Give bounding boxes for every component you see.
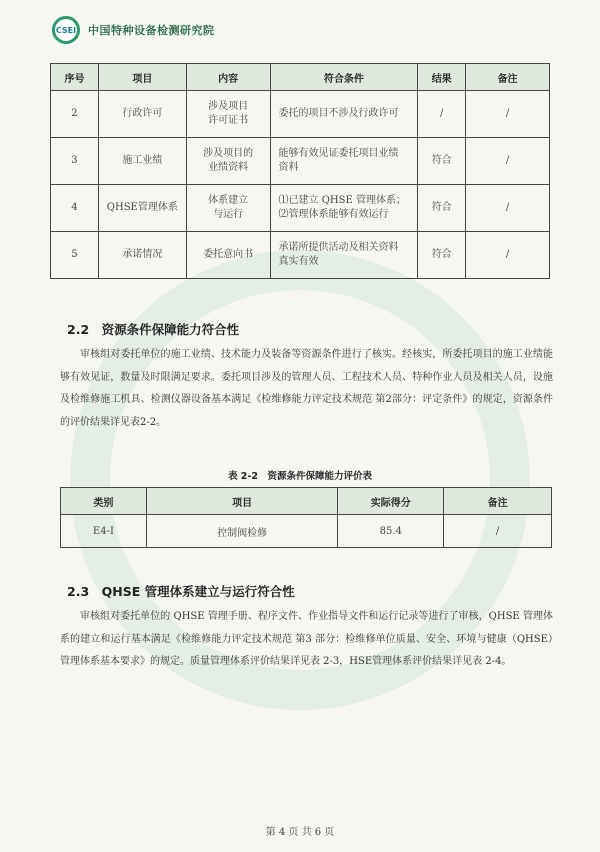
col-header: 符合条件 [270, 64, 418, 91]
table-row [51, 232, 550, 279]
col-header: 实际得分 [338, 488, 444, 515]
cell-no: 2 [51, 91, 99, 138]
col-header: 备注 [466, 64, 550, 91]
cell-condition: 委托的项目不涉及行政许可 [270, 91, 418, 138]
cell-condition: 能够有效见证委托项目业绩 资料 [270, 138, 418, 185]
cell-no: 4 [51, 185, 99, 232]
table-2-2-caption: 表 2-2 资源条件保障能力评价表 [228, 471, 372, 482]
resource-evaluation-table [60, 487, 552, 548]
col-header: 序号 [51, 64, 99, 91]
cell-item: QHSE管理体系 [98, 185, 186, 232]
csei-logo-icon [52, 16, 80, 44]
cell-content: 体系建立 与运行 [186, 185, 270, 232]
cell-item: 施工业绩 [98, 138, 186, 185]
col-header: 备注 [444, 488, 552, 515]
cell-content: 委托意向书 [186, 232, 270, 279]
cell-note: / [466, 138, 550, 185]
cell-result: 符合 [418, 185, 466, 232]
cell-score: 85.4 [338, 515, 444, 548]
cell-item: 控制阀检修 [146, 515, 338, 548]
col-header: 类别 [61, 488, 147, 515]
cell-result: 符合 [418, 232, 466, 279]
table-row [51, 138, 550, 185]
org-name: 中国特种设备检测研究院 [88, 24, 215, 37]
col-header: 项目 [146, 488, 338, 515]
table-header-row [61, 488, 552, 515]
section-2-3-paragraph: 审核组对委托单位的 QHSE 管理手册、程序文件、作业指导文件和运行记录等进行了审核，QHSE 管理体系的建立和运行基本满足《检维修能力评定技术规范 第3 部分：检维修单位质量、安全、环境与健康（QHSE）管理体系基本要求》的规定。质量管理体系评价结果详见表 2-3，HSE管理体系评价结果详见表 2-4。 [60, 611, 553, 667]
cell-note: / [466, 232, 550, 279]
cell-item: 行政许可 [98, 91, 186, 138]
cell-result: / [418, 91, 466, 138]
col-header: 内容 [186, 64, 270, 91]
page-number: 第 4 页 共 6 页 [265, 827, 335, 838]
section-2-2-heading: 2.2 资源条件保障能力符合性 [67, 322, 240, 337]
col-header: 结果 [418, 64, 466, 91]
table-row [51, 91, 550, 138]
cell-category: E4-Ⅰ [61, 515, 147, 548]
col-header: 项目 [98, 64, 186, 91]
page-header [52, 14, 215, 46]
section-2-3-heading: 2.3 QHSE 管理体系建立与运行符合性 [67, 584, 295, 599]
table-header-row [51, 64, 550, 91]
cell-no: 3 [51, 138, 99, 185]
section-2-2-paragraph: 审核组对委托单位的施工业绩、技术能力及装备等资源条件进行了核实。经核实，所委托项目的施工业绩能够有效见证，数量及时限满足要求。委托项目涉及的管理人员、工程技术人员、特种作业人员及相关人员，设施及检维修施工机具、检测仪器设备基本满足《检维修能力评定技术规范 第2部分：评定条件》的规定，资源条件的评价结果详见表2-2。 [60, 349, 553, 428]
table-row [51, 185, 550, 232]
cell-result: 符合 [418, 138, 466, 185]
cell-note: / [444, 515, 552, 548]
cell-note: / [466, 91, 550, 138]
conformity-table [50, 63, 550, 279]
cell-item: 承诺情况 [98, 232, 186, 279]
cell-content: 涉及项目 许可证书 [186, 91, 270, 138]
cell-condition: 承诺所提供活动及相关资料 真实有效 [270, 232, 418, 279]
table-row [61, 515, 552, 548]
cell-note: / [466, 185, 550, 232]
cell-no: 5 [51, 232, 99, 279]
cell-condition: ⑴已建立 QHSE 管理体系； ⑵管理体系能够有效运行 [270, 185, 418, 232]
cell-content: 涉及项目的 业绩资料 [186, 138, 270, 185]
logo-text: CSEI [55, 25, 77, 35]
